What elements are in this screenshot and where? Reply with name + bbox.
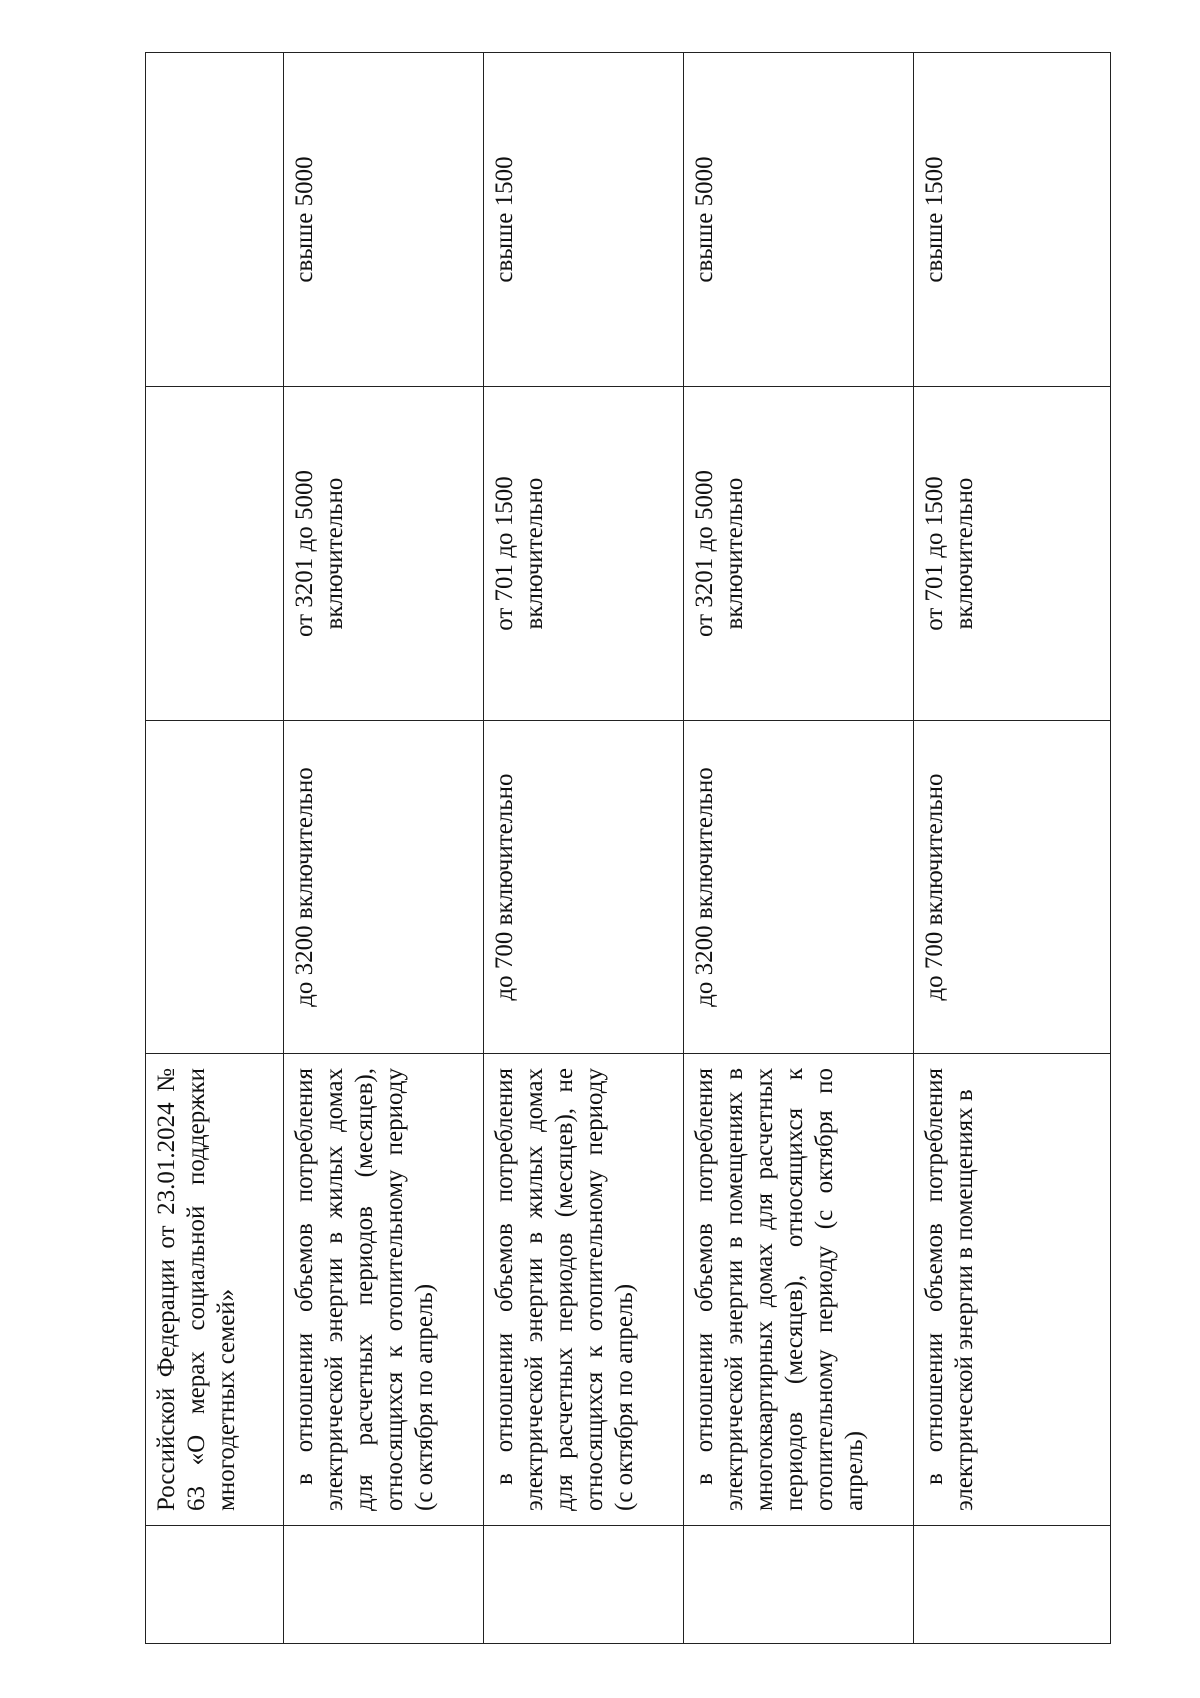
row-number-cell [914,1526,1111,1644]
row-number-cell [484,1526,684,1644]
table-row [284,53,484,1644]
range-low-cell [146,721,284,1054]
range-mid-cell [914,387,1111,721]
range-low-text: до 700 включительно [921,773,948,1001]
table-row [914,53,1111,1644]
table-row [146,53,284,1644]
description-text: Российской Федерации от 23.01.2024 № 63 «О мерах социальной поддержки многодетных семей» [153,1068,240,1511]
description-cell [914,1054,1111,1526]
range-low-cell [484,721,684,1054]
range-low-text: до 3200 включительно [691,767,718,1007]
range-mid-cell [284,387,484,721]
range-high-cell [146,53,284,387]
range-mid-text: от 3201 до 5000 включительно [691,469,748,638]
description-text: в отношении объемов потребления электрической энергии в жилых домах для расчетных периодов (месяцев), не относящихся к отопительному периоду (с октября по апрель) [491,1068,638,1511]
table-row [484,53,684,1644]
range-low-cell [684,721,914,1054]
range-mid-cell [484,387,684,721]
range-high-cell [684,53,914,387]
row-number-cell [284,1526,484,1644]
range-low-cell [914,721,1111,1054]
range-high-cell [484,53,684,387]
range-low-cell [284,721,484,1054]
description-cell [684,1054,914,1526]
row-number-cell [146,1526,284,1644]
range-high-cell [914,53,1111,387]
description-cell [284,1054,484,1526]
range-high-text: свыше 1500 [921,156,948,283]
description-cell [484,1054,684,1526]
range-mid-text: от 701 до 1500 включительно [491,476,548,631]
tariff-table [145,52,1111,1644]
table-row [684,53,914,1644]
description-text: в отношении объемов потребления электрической энергии в жилых домах для расчетных периодов (месяцев), относящихся к отопительному периоду (с октября по апрель) [291,1068,438,1511]
range-low-text: до 700 включительно [491,773,518,1001]
description-text: в отношении объемов потребления электрической энергии в помещениях в многоквартирных домах для расчетных периодов (месяцев), относящихся к отопительному периоду (с октября по апрель) [691,1068,868,1511]
range-mid-cell [146,387,284,721]
range-mid-cell [684,387,914,721]
rotated-page [145,53,1110,1644]
description-cell [146,1054,284,1526]
description-text: в отношении объемов потребления электрической энергии в помещениях в [921,1068,978,1511]
range-high-text: свыше 1500 [491,156,518,283]
range-high-text: свыше 5000 [691,156,718,283]
range-high-cell [284,53,484,387]
range-mid-text: от 701 до 1500 включительно [921,476,978,631]
row-number-cell [684,1526,914,1644]
range-high-text: свыше 5000 [291,156,318,283]
range-low-text: до 3200 включительно [291,767,318,1007]
range-mid-text: от 3201 до 5000 включительно [291,469,348,638]
